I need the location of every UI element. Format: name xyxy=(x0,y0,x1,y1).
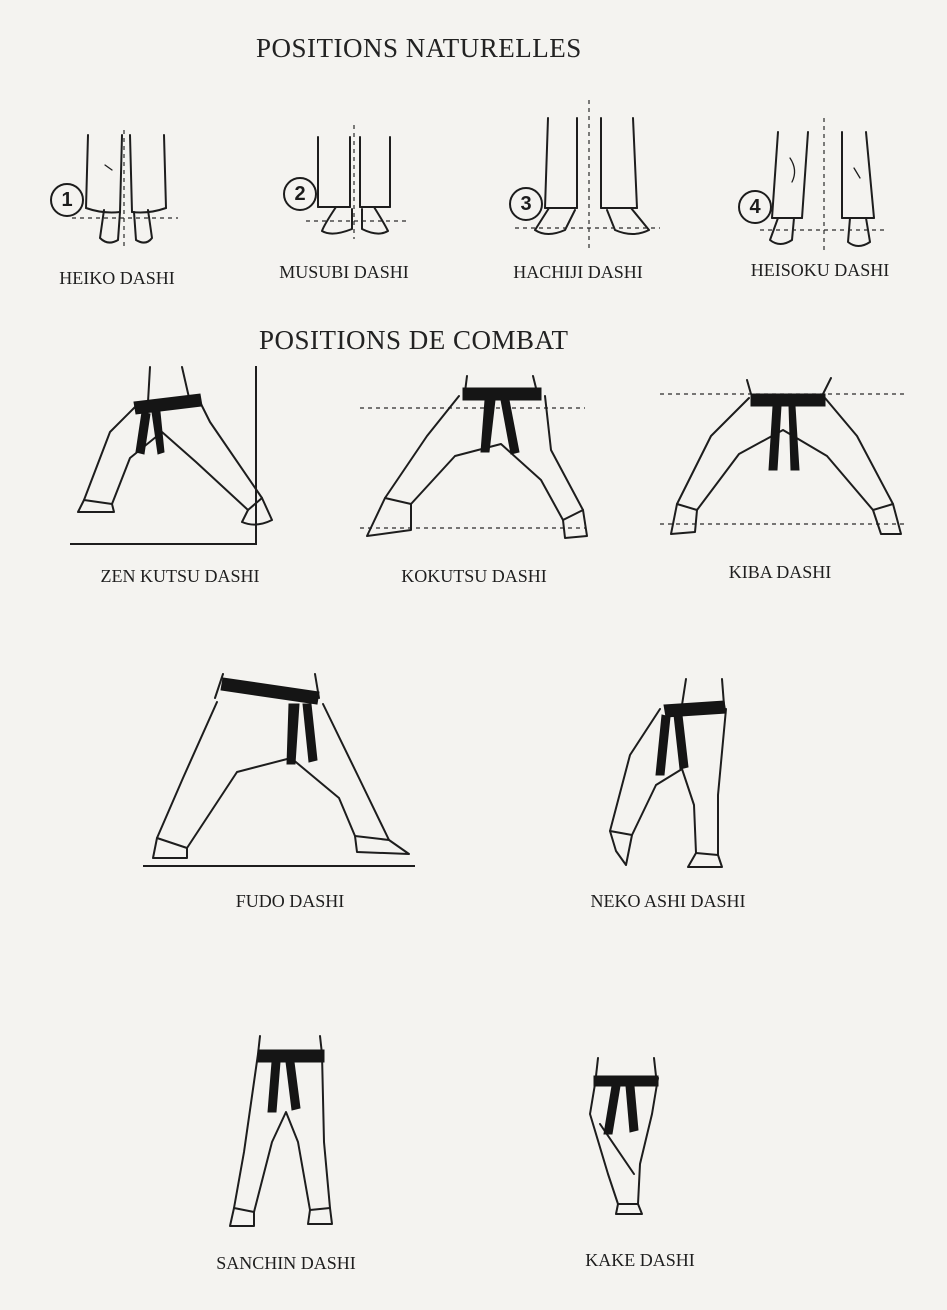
hachiji-dashi-figure xyxy=(515,100,665,250)
caption-sanchin-dashi: SANCHIN DASHI xyxy=(216,1253,356,1273)
kiba-dashi-figure xyxy=(655,374,910,544)
musubi-dashi-figure xyxy=(296,125,416,240)
caption-musubi-dashi: MUSUBI DASHI xyxy=(279,262,409,282)
sanchin-dashi-figure xyxy=(224,1032,344,1232)
number-badge-2: 2 xyxy=(283,177,317,211)
caption-heisoku-dashi: HEISOKU DASHI xyxy=(750,260,890,280)
caption-zen-kutsu-dashi: ZEN KUTSU DASHI xyxy=(100,566,260,586)
number-badge-3: 3 xyxy=(509,187,543,221)
caption-hachiji-dashi: HACHIJI DASHI xyxy=(513,262,643,282)
caption-fudo-dashi: FUDO DASHI xyxy=(235,891,345,911)
heading-natural-positions: POSITIONS NATURELLES xyxy=(256,33,582,63)
caption-kiba-dashi: KIBA DASHI xyxy=(728,562,832,582)
caption-neko-ashi-dashi: NEKO ASHI DASHI xyxy=(590,891,746,911)
caption-kake-dashi: KAKE DASHI xyxy=(585,1250,695,1270)
caption-heiko-dashi: HEIKO DASHI xyxy=(59,268,175,288)
caption-kokutsu-dashi: KOKUTSU DASHI xyxy=(401,566,547,586)
fudo-dashi-figure xyxy=(143,668,418,873)
kokutsu-dashi-figure xyxy=(355,370,595,545)
number-badge-4: 4 xyxy=(738,190,772,224)
zen-kutsu-dashi-figure xyxy=(70,362,270,547)
heisoku-dashi-figure xyxy=(750,118,890,253)
neko-ashi-dashi-figure xyxy=(600,675,740,875)
heading-combat-positions: POSITIONS DE COMBAT xyxy=(259,325,569,355)
kake-dashi-figure xyxy=(582,1054,672,1219)
number-badge-1: 1 xyxy=(50,183,84,217)
